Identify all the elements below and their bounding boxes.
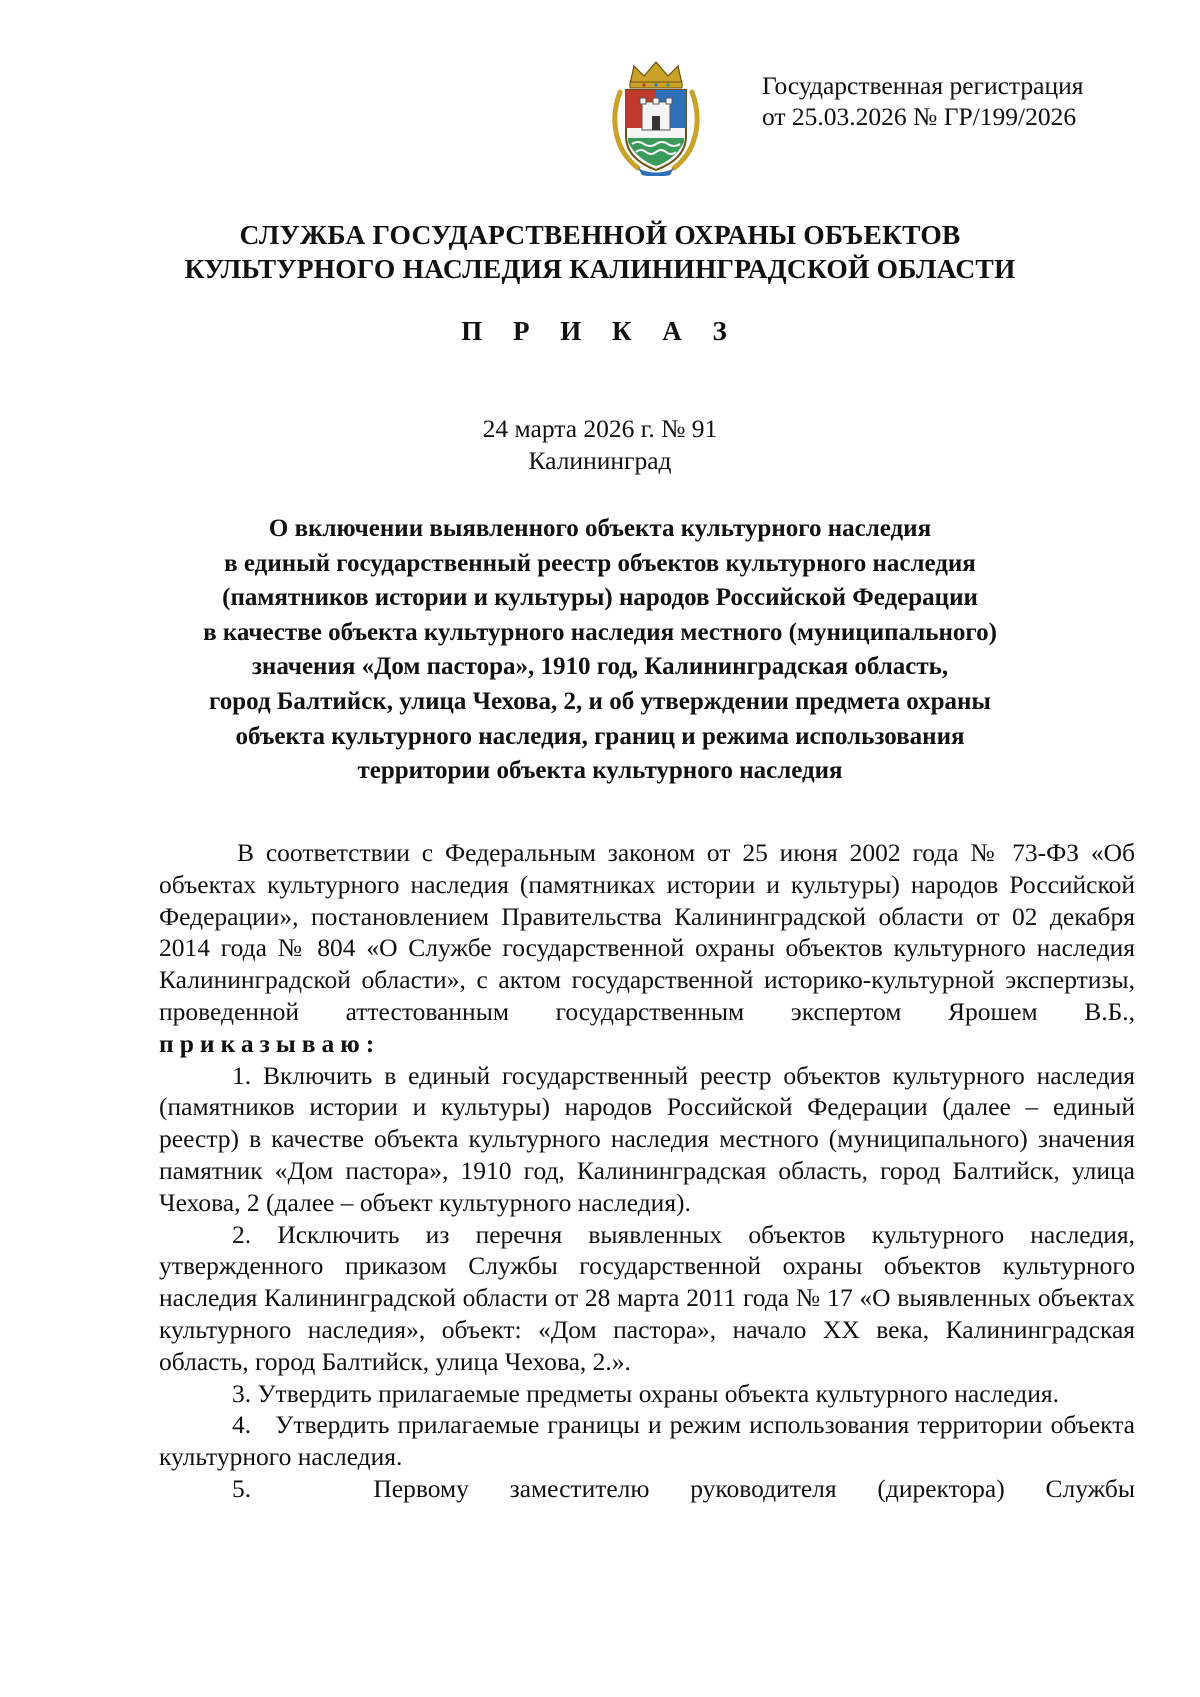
heading-line: в единый государственный реестр объектов культурного наследия xyxy=(224,549,976,577)
heading-line: город Балтийск, улица Чехова, 2, и об утверждении предмета охраны xyxy=(209,687,991,715)
order-body xyxy=(159,837,1135,1505)
preamble-paragraph xyxy=(159,837,1135,1060)
item-number: 5. xyxy=(232,1473,252,1503)
heading-line: О включении выявленного объекта культурного наследия xyxy=(268,515,932,542)
heading-line: территории объекта культурного наследия xyxy=(357,757,843,785)
item-number: 4. xyxy=(232,1410,252,1440)
item-text: Утвердить прилагаемые границы и режим использования территории объекта культурного наследия. xyxy=(159,1410,1135,1472)
organization-name xyxy=(0,218,1200,286)
order-item xyxy=(159,1473,1135,1505)
order-date-number: 24 марта 2026 г. № 91 xyxy=(482,414,718,443)
item-text: Исключить из перечня выявленных объектов культурного наследия, утвержденного приказом Службы государственной охраны объектов культурного наследия Калининградской области от 28 марта 2011 года № 17 «О выявленных объектах культурного наследия», объект: «Дом пастора», начало XX века, Калининградская область, город Балтийск, улица Чехова, 2.». xyxy=(159,1219,1136,1376)
preamble-text: В соответствии с Федеральным законом от 25 июня 2002 года № 73-ФЗ «Об объектах культурного наследия (памятниках истории и культуры) народов Российской Федерации», постановлением Правительства Калининградской области от 02 декабря 2014 года № 804 «О Службе государственной охраны объектов культурного наследия Калининградской области», с актом государственной историко-культурной экспертизы, проведенной аттестованным государственным экспертом Ярошем В.Б., xyxy=(159,838,1135,1026)
heading-line: в качестве объекта культурного наследия местного (муниципального) xyxy=(203,618,997,646)
order-item xyxy=(159,1060,1135,1219)
registration-title: Государственная регистрация xyxy=(762,71,1084,100)
order-item xyxy=(159,1219,1135,1378)
shield-icon xyxy=(626,90,686,170)
organization-name-line: СЛУЖБА ГОСУДАРСТВЕННОЙ ОХРАНЫ ОБЪЕКТОВ xyxy=(239,219,961,250)
item-text: Первому заместителю руководителя (директора) Службы xyxy=(373,1473,1136,1503)
heading-line: значения «Дом пастора», 1910 год, Калининградская область, xyxy=(251,653,949,681)
crown-icon xyxy=(630,62,682,88)
item-text: Утвердить прилагаемые предметы охраны объекта культурного наследия. xyxy=(257,1378,1059,1408)
item-number: 1. xyxy=(232,1060,252,1090)
order-heading xyxy=(0,512,1200,789)
item-number: 3. xyxy=(232,1378,252,1408)
heading-line: объекта культурного наследия, границ и режима использования xyxy=(235,722,965,750)
command-word: приказываю: xyxy=(159,1028,381,1058)
document-type: П Р И К А З xyxy=(461,316,739,346)
heading-line: (памятников истории и культуры) народов Российской Федерации xyxy=(222,584,978,612)
organization-name-line: КУЛЬТУРНОГО НАСЛЕДИЯ КАЛИНИНГРАДСКОЙ ОБЛАСТИ xyxy=(184,253,1016,284)
item-number: 2. xyxy=(232,1219,252,1249)
registration-date-number: от 25.03.2026 № ГР/199/2026 xyxy=(762,102,1077,131)
item-text: Включить в единый государственный реестр объектов культурного наследия (памятников истории и культуры) народов Российской Федерации (далее – единый реестр) в качестве объекта культурного наследия местного (муниципального) значения памятник «Дом пастора», 1910 год, Калининградская область, город Балтийск, улица Чехова, 2 (далее – объект культурного наследия). xyxy=(159,1060,1135,1217)
order-date-place xyxy=(0,413,1200,477)
coat-of-arms-emblem xyxy=(608,58,704,176)
order-item xyxy=(159,1378,1135,1410)
order-city: Калининград xyxy=(528,446,672,475)
order-item xyxy=(159,1409,1135,1473)
state-registration xyxy=(762,70,1083,132)
